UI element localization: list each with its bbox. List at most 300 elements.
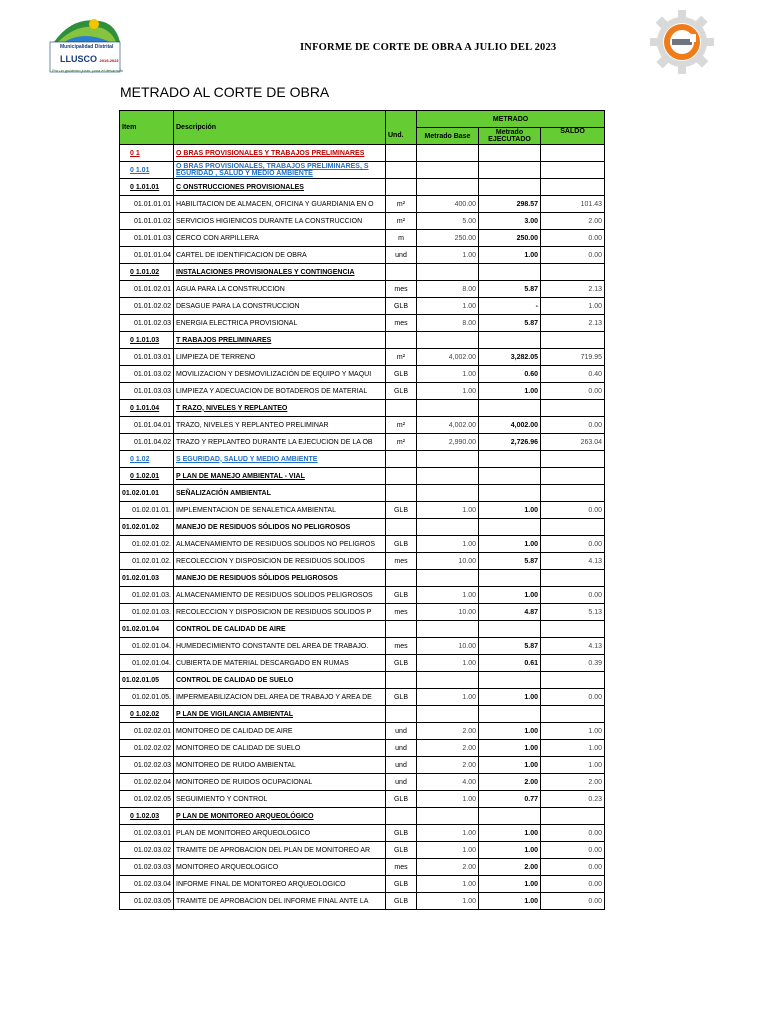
- item-unit: mes: [386, 553, 417, 570]
- item-executed: 250.00: [479, 230, 541, 247]
- item-executed: [479, 400, 541, 417]
- item-unit: [386, 706, 417, 723]
- item-description: AGUA PARA LA CONSTRUCCION: [174, 281, 386, 298]
- item-base: [417, 570, 479, 587]
- item-unit: [386, 570, 417, 587]
- table-row: [120, 451, 605, 468]
- item-executed: [479, 162, 541, 179]
- item-balance: [541, 332, 605, 349]
- item-description: S EGURIDAD, SALUD Y MEDIO AMBIENTE: [174, 451, 386, 468]
- item-executed: 1.00: [479, 723, 541, 740]
- item-code: 01.02.01.02.: [120, 536, 174, 553]
- item-balance: [541, 621, 605, 638]
- item-unit: GLB: [386, 893, 417, 910]
- item-executed: 1.00: [479, 247, 541, 264]
- item-balance: [541, 672, 605, 689]
- item-balance: [541, 179, 605, 196]
- item-unit: GLB: [386, 876, 417, 893]
- item-base: [417, 145, 479, 162]
- item-balance: 0.00: [541, 417, 605, 434]
- table-row: [120, 791, 605, 808]
- logo-line1: Municipalidad Distrital: [60, 44, 114, 50]
- item-executed: [479, 179, 541, 196]
- table-row: [120, 145, 605, 162]
- item-unit: m²: [386, 213, 417, 230]
- item-base: [417, 706, 479, 723]
- item-code: 01.02.01.03.: [120, 604, 174, 621]
- gear-logo-icon: [650, 10, 714, 74]
- item-code: 01.01.01.01: [120, 196, 174, 213]
- item-unit: GLB: [386, 825, 417, 842]
- page-title: METRADO AL CORTE DE OBRA: [120, 84, 330, 100]
- item-code: 01.01.03.02: [120, 366, 174, 383]
- page-header: [0, 0, 768, 80]
- metrado-table: [119, 110, 605, 910]
- item-unit: [386, 672, 417, 689]
- item-executed: 1.00: [479, 383, 541, 400]
- item-balance: 5.13: [541, 604, 605, 621]
- item-unit: [386, 808, 417, 825]
- item-description: DESAGUE PARA LA CONSTRUCCION: [174, 298, 386, 315]
- item-base: 1.00: [417, 298, 479, 315]
- item-base: [417, 162, 479, 179]
- item-description: IMPERMEABILIZACION DEL AREA DE TRABAJO Y AREA DE: [174, 689, 386, 706]
- item-base: 1.00: [417, 502, 479, 519]
- item-balance: [541, 485, 605, 502]
- item-base: 250.00: [417, 230, 479, 247]
- item-balance: 4.13: [541, 638, 605, 655]
- item-description: RECOLECCION Y DISPOSICION DE RESIDUOS SOLIDOS: [174, 553, 386, 570]
- item-base: [417, 485, 479, 502]
- item-code: 01.02.02.02: [120, 740, 174, 757]
- item-description: O BRAS PROVISIONALES Y TRABAJOS PRELIMINARES: [174, 145, 386, 162]
- item-balance: 0.39: [541, 655, 605, 672]
- item-description: CONTROL DE CALIDAD DE SUELO: [174, 672, 386, 689]
- table-row: [120, 655, 605, 672]
- item-unit: [386, 519, 417, 536]
- item-code: 01.02.01.02: [120, 519, 174, 536]
- item-balance: 0.00: [541, 230, 605, 247]
- item-executed: 1.00: [479, 689, 541, 706]
- item-balance: [541, 519, 605, 536]
- item-code: 01.01.02.02: [120, 298, 174, 315]
- table-row: [120, 842, 605, 859]
- item-description: MOVILIZACION Y DESMOVILIZACIÓN DE EQUIPO Y MAQUI: [174, 366, 386, 383]
- table-row: [120, 519, 605, 536]
- item-unit: m²: [386, 349, 417, 366]
- table-row: [120, 485, 605, 502]
- item-code: 0 1.02.01: [120, 468, 174, 485]
- item-description: P LAN DE VIGILANCIA AMBIENTAL: [174, 706, 386, 723]
- item-base: 1.00: [417, 842, 479, 859]
- table-row: [120, 808, 605, 825]
- item-code: 01.02.01.04: [120, 621, 174, 638]
- item-code: 01.02.01.03: [120, 570, 174, 587]
- item-base: 2.00: [417, 859, 479, 876]
- item-balance: 2.13: [541, 281, 605, 298]
- item-executed: 5.87: [479, 281, 541, 298]
- table-row: [120, 366, 605, 383]
- item-balance: 2.00: [541, 774, 605, 791]
- item-base: 1.00: [417, 383, 479, 400]
- table-row: [120, 315, 605, 332]
- item-description: MANEJO DE RESIDUOS SÓLIDOS NO PELIGROSOS: [174, 519, 386, 536]
- table-row: [120, 774, 605, 791]
- item-base: 1.00: [417, 791, 479, 808]
- item-description: SERVICIOS HIGIENICOS DURANTE LA CONSTRUCCION: [174, 213, 386, 230]
- item-code: 01.02.01.04.: [120, 638, 174, 655]
- item-unit: GLB: [386, 655, 417, 672]
- table-row: [120, 604, 605, 621]
- item-balance: 1.00: [541, 757, 605, 774]
- item-executed: -: [479, 298, 541, 315]
- item-unit: m²: [386, 434, 417, 451]
- table-row: [120, 383, 605, 400]
- item-description: MONITOREO DE CALIDAD DE SUELO: [174, 740, 386, 757]
- item-balance: 0.23: [541, 791, 605, 808]
- item-description: INFORME FINAL DE MONITOREO ARQUEOLOGICO: [174, 876, 386, 893]
- table-row: [120, 706, 605, 723]
- item-executed: 1.00: [479, 502, 541, 519]
- item-base: 1.00: [417, 689, 479, 706]
- table-row: [120, 553, 605, 570]
- item-executed: 3,282.05: [479, 349, 541, 366]
- item-balance: 0.40: [541, 366, 605, 383]
- table-row: [120, 757, 605, 774]
- item-code: 01.02.02.05: [120, 791, 174, 808]
- item-unit: [386, 332, 417, 349]
- item-unit: GLB: [386, 502, 417, 519]
- item-executed: [479, 451, 541, 468]
- item-base: [417, 672, 479, 689]
- item-executed: [479, 570, 541, 587]
- item-executed: 1.00: [479, 825, 541, 842]
- report-title: INFORME DE CORTE DE OBRA A JULIO DEL 2023: [300, 42, 557, 53]
- item-code: 0 1.01.01: [120, 179, 174, 196]
- item-balance: 263.04: [541, 434, 605, 451]
- item-base: [417, 451, 479, 468]
- table-row: [120, 723, 605, 740]
- item-code: 01.01.04.01: [120, 417, 174, 434]
- item-description: CUBIERTA DE MATERIAL DESCARGADO EN RUMAS: [174, 655, 386, 672]
- item-balance: 101.43: [541, 196, 605, 213]
- item-executed: 1.00: [479, 842, 541, 859]
- item-code: 01.02.02.03: [120, 757, 174, 774]
- item-balance: 0.00: [541, 247, 605, 264]
- item-unit: GLB: [386, 366, 417, 383]
- item-executed: 4.87: [479, 604, 541, 621]
- item-base: 1.00: [417, 893, 479, 910]
- item-unit: mes: [386, 638, 417, 655]
- item-code: 01.02.01.02.: [120, 553, 174, 570]
- item-base: 8.00: [417, 281, 479, 298]
- item-executed: 2.00: [479, 859, 541, 876]
- item-executed: 5.87: [479, 638, 541, 655]
- item-base: 4,002.00: [417, 417, 479, 434]
- item-description: TRAMITE DE APROBACION DEL INFORME FINAL ANTE LA: [174, 893, 386, 910]
- item-unit: GLB: [386, 791, 417, 808]
- item-unit: [386, 162, 417, 179]
- item-description: SEGUIMIENTO Y CONTROL: [174, 791, 386, 808]
- item-executed: [479, 808, 541, 825]
- item-executed: 1.00: [479, 536, 541, 553]
- table-row: [120, 434, 605, 451]
- item-executed: [479, 706, 541, 723]
- item-base: 10.00: [417, 553, 479, 570]
- item-executed: [479, 519, 541, 536]
- item-unit: mes: [386, 604, 417, 621]
- item-unit: GLB: [386, 689, 417, 706]
- item-description: ENERGIA ELECTRICA PROVISIONAL: [174, 315, 386, 332]
- item-executed: 0.60: [479, 366, 541, 383]
- item-executed: [479, 332, 541, 349]
- item-balance: [541, 808, 605, 825]
- item-executed: 5.87: [479, 315, 541, 332]
- item-balance: 0.00: [541, 893, 605, 910]
- item-unit: mes: [386, 281, 417, 298]
- item-description: MANEJO DE RESIDUOS SÓLIDOS PELIGROSOS: [174, 570, 386, 587]
- table-row: [120, 638, 605, 655]
- item-code: 0 1.02: [120, 451, 174, 468]
- table-row: [120, 859, 605, 876]
- item-base: 2.00: [417, 740, 479, 757]
- table-body: [120, 145, 605, 910]
- item-base: 10.00: [417, 638, 479, 655]
- item-code: 01.02.02.04: [120, 774, 174, 791]
- table-row: [120, 621, 605, 638]
- table-row: [120, 825, 605, 842]
- item-unit: [386, 468, 417, 485]
- item-code: 01.01.03.01: [120, 349, 174, 366]
- item-executed: 2.00: [479, 774, 541, 791]
- item-unit: m²: [386, 417, 417, 434]
- item-base: 1.00: [417, 876, 479, 893]
- item-description: TRAZO Y REPLANTEO DURANTE LA EJECUCION DE LA OB: [174, 434, 386, 451]
- item-executed: 1.00: [479, 757, 541, 774]
- item-description: MONITOREO ARQUEOLOGICO: [174, 859, 386, 876]
- item-balance: 0.00: [541, 689, 605, 706]
- item-executed: [479, 145, 541, 162]
- item-base: 4.00: [417, 774, 479, 791]
- item-code: 01.02.01.05: [120, 672, 174, 689]
- col-und-header: Und.: [386, 128, 417, 145]
- item-description: LIMPIEZA Y ADECUACION DE BOTADEROS DE MATERIAL: [174, 383, 386, 400]
- item-unit: [386, 264, 417, 281]
- item-executed: 0.77: [479, 791, 541, 808]
- item-description: CARTEL DE IDENTIFICACION DE OBRA: [174, 247, 386, 264]
- item-balance: 719.95: [541, 349, 605, 366]
- item-balance: 0.00: [541, 502, 605, 519]
- table-row: [120, 502, 605, 519]
- table-row: [120, 587, 605, 604]
- item-executed: 1.00: [479, 587, 541, 604]
- item-code: 01.02.03.04: [120, 876, 174, 893]
- item-base: [417, 519, 479, 536]
- item-description: SEÑALIZACIÓN AMBIENTAL: [174, 485, 386, 502]
- item-code: 01.02.02.01: [120, 723, 174, 740]
- item-description: INSTALACIONES PROVISIONALES Y CONTINGENCIA: [174, 264, 386, 281]
- item-description: TRAZO, NIVELES Y REPLANTEO PRELIMINAR: [174, 417, 386, 434]
- item-base: 1.00: [417, 536, 479, 553]
- item-code: 01.02.03.03: [120, 859, 174, 876]
- item-unit: und: [386, 757, 417, 774]
- item-executed: [479, 621, 541, 638]
- item-base: [417, 400, 479, 417]
- item-description: P LAN DE MONITOREO ARQUEOLÓGICO: [174, 808, 386, 825]
- col-item-header: Item: [120, 111, 174, 145]
- item-code: 0 1: [120, 145, 174, 162]
- col-metrado-group: METRADO: [417, 111, 605, 128]
- col-ejec-header: Metrado EJECUTADO: [479, 128, 541, 145]
- item-executed: 1.00: [479, 740, 541, 757]
- item-executed: 4,002.00: [479, 417, 541, 434]
- item-balance: [541, 468, 605, 485]
- table-row: [120, 536, 605, 553]
- item-code: 01.01.03.03: [120, 383, 174, 400]
- item-base: 400.00: [417, 196, 479, 213]
- item-executed: [479, 264, 541, 281]
- item-executed: 0.61: [479, 655, 541, 672]
- item-unit: m: [386, 230, 417, 247]
- table-row: [120, 893, 605, 910]
- table-row: [120, 876, 605, 893]
- item-balance: 0.00: [541, 825, 605, 842]
- item-code: 0 1.01: [120, 162, 174, 179]
- table-row: [120, 213, 605, 230]
- table-row: [120, 689, 605, 706]
- item-balance: 1.00: [541, 740, 605, 757]
- item-executed: 1.00: [479, 876, 541, 893]
- table-row: [120, 672, 605, 689]
- item-balance: 2.13: [541, 315, 605, 332]
- item-executed: 2,726.96: [479, 434, 541, 451]
- item-base: [417, 468, 479, 485]
- item-unit: [386, 451, 417, 468]
- logo-slogan: Por un gobierno justo, para el desarrollo: [52, 68, 124, 73]
- table-row: [120, 298, 605, 315]
- item-balance: 1.00: [541, 298, 605, 315]
- item-code: 0 1.02.02: [120, 706, 174, 723]
- item-code: 01.02.03.01: [120, 825, 174, 842]
- item-base: 8.00: [417, 315, 479, 332]
- table-row: [120, 468, 605, 485]
- item-description: CERCO CON ARPILLERA: [174, 230, 386, 247]
- item-balance: 0.00: [541, 842, 605, 859]
- item-base: 1.00: [417, 247, 479, 264]
- item-unit: GLB: [386, 298, 417, 315]
- item-balance: [541, 162, 605, 179]
- item-unit: GLB: [386, 536, 417, 553]
- item-code: 01.02.01.01.: [120, 502, 174, 519]
- item-balance: 0.00: [541, 876, 605, 893]
- table-row: [120, 230, 605, 247]
- item-description: IMPLEMENTACION DE SENALETICA AMBIENTAL: [174, 502, 386, 519]
- item-executed: 1.00: [479, 893, 541, 910]
- item-executed: [479, 672, 541, 689]
- item-code: 0 1.01.02: [120, 264, 174, 281]
- item-code: 01.01.01.02: [120, 213, 174, 230]
- item-description: ALMACENAMIENTO DE RESIDUOS SOLIDOS NO PELIGROS: [174, 536, 386, 553]
- item-base: 2.00: [417, 757, 479, 774]
- item-description: O BRAS PROVISIONALES, TRABAJOS PRELIMINARES, S EGURIDAD , SALUD Y MEDIO AMBIENTE: [174, 162, 386, 179]
- item-description: T RAZO, NIVELES Y REPLANTEO: [174, 400, 386, 417]
- item-code: 01.02.03.02: [120, 842, 174, 859]
- item-balance: [541, 451, 605, 468]
- item-description: LIMPIEZA DE TERRENO: [174, 349, 386, 366]
- item-code: 01.02.01.04.: [120, 655, 174, 672]
- item-description: ALMACENAMIENTO DE RESIDUOS SOLIDOS PELIGROSOS: [174, 587, 386, 604]
- item-base: 2.00: [417, 723, 479, 740]
- item-description: PLAN DE MONITOREO ARQUEOLOGICO: [174, 825, 386, 842]
- item-code: 01.02.01.05.: [120, 689, 174, 706]
- item-code: 0 1.02.03: [120, 808, 174, 825]
- item-description: CONTROL DE CALIDAD DE AIRE: [174, 621, 386, 638]
- table-row: [120, 281, 605, 298]
- table-row: [120, 349, 605, 366]
- item-balance: [541, 145, 605, 162]
- item-unit: [386, 179, 417, 196]
- item-unit: [386, 485, 417, 502]
- item-balance: 0.00: [541, 859, 605, 876]
- item-base: [417, 808, 479, 825]
- item-base: [417, 179, 479, 196]
- table-row: [120, 196, 605, 213]
- item-unit: mes: [386, 315, 417, 332]
- item-description: P LAN DE MANEJO AMBIENTAL - VIAL: [174, 468, 386, 485]
- item-unit: GLB: [386, 587, 417, 604]
- item-unit: GLB: [386, 842, 417, 859]
- item-unit: und: [386, 723, 417, 740]
- table-row: [120, 400, 605, 417]
- col-base-header: Metrado Base: [417, 128, 479, 145]
- item-description: C ONSTRUCCIONES PROVISIONALES: [174, 179, 386, 196]
- item-base: 1.00: [417, 825, 479, 842]
- item-code: 01.01.04.02: [120, 434, 174, 451]
- item-code: 01.02.01.03.: [120, 587, 174, 604]
- item-description: HUMEDECIMIENTO CONSTANTE DEL AREA DE TRABAJO.: [174, 638, 386, 655]
- table-row: [120, 179, 605, 196]
- item-executed: 5.87: [479, 553, 541, 570]
- item-base: 1.00: [417, 587, 479, 604]
- item-unit: mes: [386, 859, 417, 876]
- col-desc-header: Descripción: [174, 111, 386, 145]
- item-executed: 3.00: [479, 213, 541, 230]
- item-base: [417, 264, 479, 281]
- item-description: MONITOREO DE RUIDOS OCUPACIONAL: [174, 774, 386, 791]
- item-unit: und: [386, 247, 417, 264]
- item-code: 01.02.03.05: [120, 893, 174, 910]
- item-description: HABILITACION DE ALMACEN, OFICINA Y GUARDIANIA EN O: [174, 196, 386, 213]
- table-row: [120, 570, 605, 587]
- item-executed: 298.57: [479, 196, 541, 213]
- item-balance: 0.00: [541, 587, 605, 604]
- item-base: 4,002.00: [417, 349, 479, 366]
- item-unit: [386, 400, 417, 417]
- item-base: [417, 332, 479, 349]
- item-balance: [541, 264, 605, 281]
- item-base: 10.00: [417, 604, 479, 621]
- item-executed: [479, 468, 541, 485]
- item-base: [417, 621, 479, 638]
- item-description: MONITOREO DE CALIDAD DE AIRE: [174, 723, 386, 740]
- item-description: RECOLECCION Y DISPOSICION DE RESIDUOS SOLIDOS P: [174, 604, 386, 621]
- item-balance: 0.00: [541, 383, 605, 400]
- item-code: 0 1.01.04: [120, 400, 174, 417]
- table-row: [120, 332, 605, 349]
- item-unit: GLB: [386, 383, 417, 400]
- item-description: MONITOREO DE RUIDO AMBIENTAL: [174, 757, 386, 774]
- item-description: TRAMITE DE APROBACION DEL PLAN DE MONITOREO AR: [174, 842, 386, 859]
